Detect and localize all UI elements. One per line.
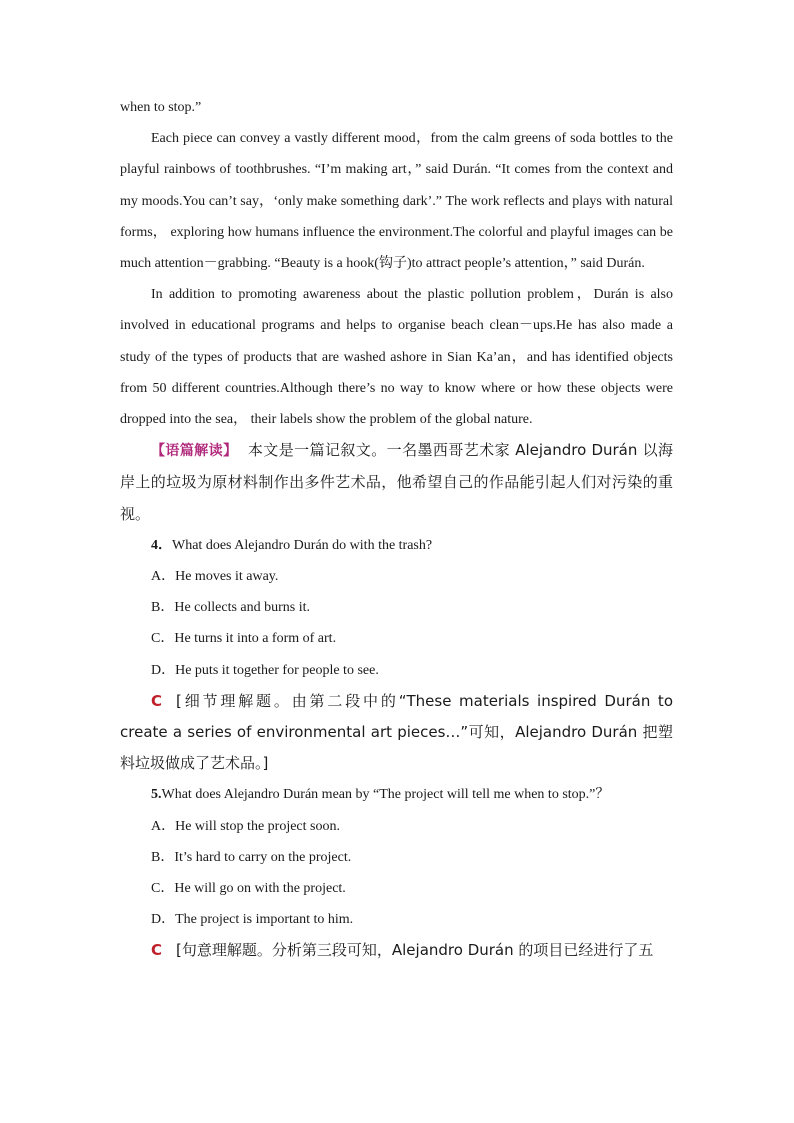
option-a: A．He moves it away. xyxy=(151,569,279,585)
analysis-paragraph xyxy=(120,435,673,530)
answer-letter: C xyxy=(151,941,163,960)
question-number: 5. xyxy=(151,787,162,803)
answer-explanation xyxy=(120,686,673,780)
page-content xyxy=(120,92,673,967)
answer-explanation xyxy=(120,935,673,966)
option-a: A．He will stop the project soon. xyxy=(151,818,340,834)
question-stem xyxy=(120,779,673,810)
passage-paragraph: Each piece can convey a vastly different mood，from the calm greens of soda bottles to the playful rainbows of toothbrushes. “I’m making art，” said Durán. “It comes from the context and my moods.You can’t say，‘only make something dark’.” The work reflects and plays with natural forms， exploring how humans influence the environment.The colorful and playful images can be much attention－grabbing. “Beauty is a hook(钩子)to attract people’s attention，” said Durán. xyxy=(120,131,673,272)
option-d: D．He puts it together for people to see. xyxy=(151,662,379,678)
option-b: B．It’s hard to carry on the project. xyxy=(151,849,352,865)
question-text: What does Alejandro Durán mean by “The project will tell me when to stop.”？ xyxy=(161,787,610,803)
question-text: What does Alejandro Durán do with the trash? xyxy=(172,537,433,553)
explanation-text: [句意理解题。分析第三段可知，Alejandro Durán 的项目已经进行了五 xyxy=(176,941,654,960)
question-stem xyxy=(120,530,673,561)
option-d: D．The project is important to him. xyxy=(151,912,354,928)
explanation-text: [细节理解题。由第二段中的“These materials inspired Durán to create a series of environmental art pieces…”可知，Alejandro Durán 把塑料垃圾做成了艺术品。] xyxy=(120,691,673,773)
option-c: C．He will go on with the project. xyxy=(151,881,346,897)
answer-letter: C xyxy=(151,691,163,710)
analysis-text: 本文是一篇记叙文。一名墨西哥艺术家 Alejandro Durán 以海岸上的垃圾为原材料制作出多件艺术品，他希望自己的作品能引起人们对污染的重视。 xyxy=(120,441,673,523)
option-b: B．He collects and burns it. xyxy=(151,600,311,616)
question-number: 4． xyxy=(151,537,172,553)
passage-paragraph: In addition to promoting awareness about the plastic pollution problem，Durán is also involved in educational programs and helps to organise beach clean－ups.He has also made a study of the types of products that are washed ashore in Sian Ka’an，and has identified objects from 50 different countries.Although there’s no way to know where or how these objects were dropped into the sea， their labels show the problem of the global nature. xyxy=(120,287,673,428)
option-c: C．He turns it into a form of art. xyxy=(151,631,337,647)
passage-line: when to stop.” xyxy=(120,100,202,115)
analysis-tag: 【语篇解读】 xyxy=(151,443,238,460)
